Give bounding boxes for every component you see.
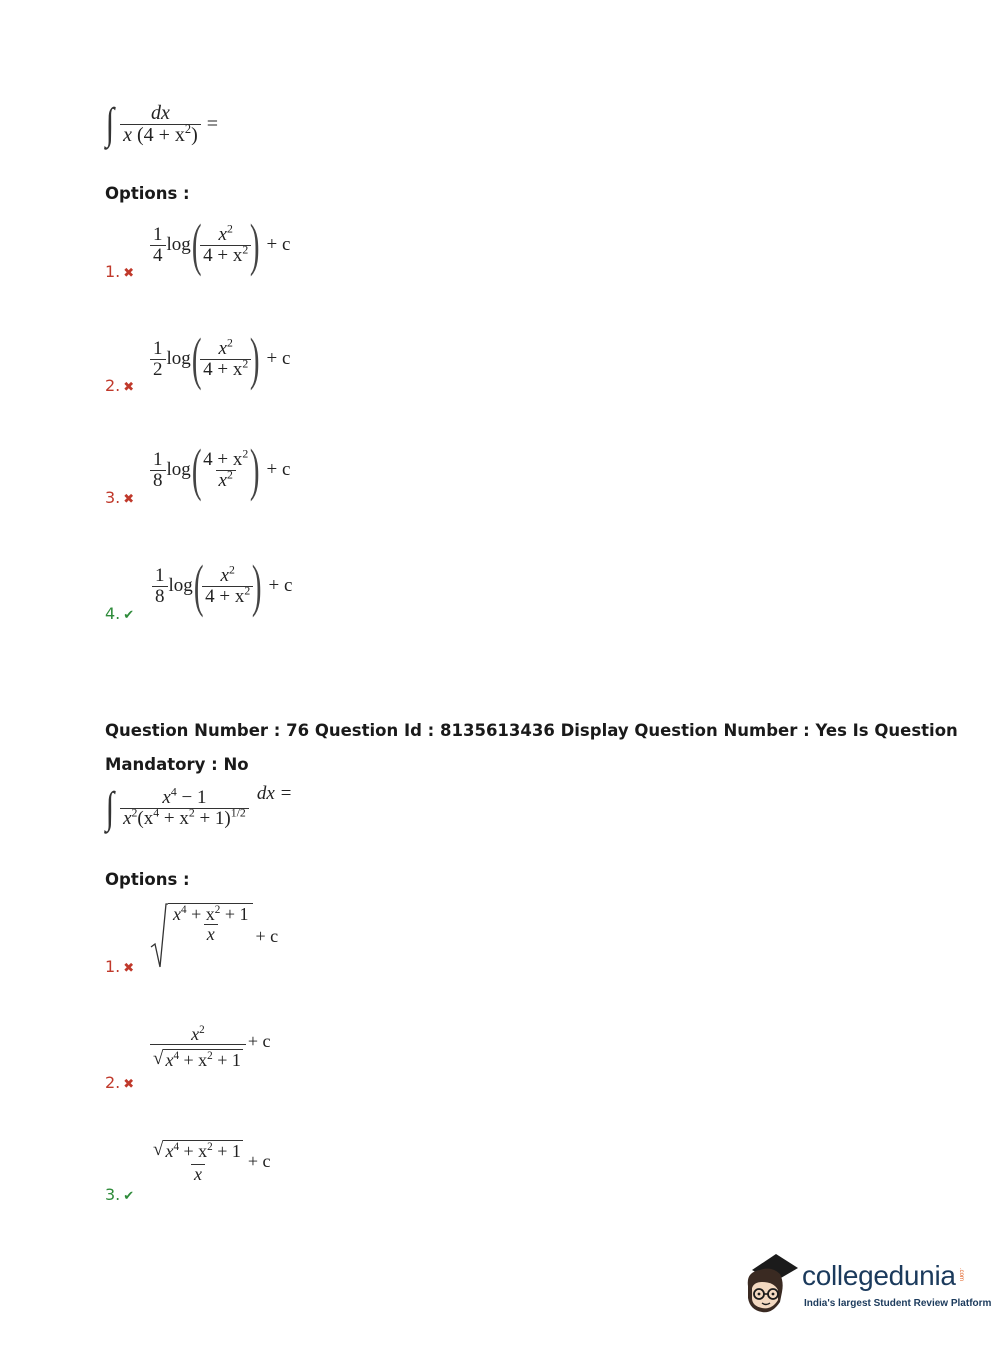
cross-icon: ✖ bbox=[123, 492, 135, 507]
q75-option-3-expr: $\frac{1}{8}$ log ( $\frac{4 + x^2}{x^2}$ ) + c bbox=[150, 441, 290, 499]
collegedunia-logo[interactable] bbox=[742, 1252, 992, 1320]
brand-tagline: India's largest Student Review Platform bbox=[804, 1298, 992, 1309]
cross-icon: ✖ bbox=[123, 380, 135, 395]
q76-option-2[interactable]: 2. ✖ bbox=[105, 1073, 135, 1092]
q75-option-1[interactable]: 1. ✖ bbox=[105, 262, 135, 281]
cross-icon: ✖ bbox=[123, 1077, 135, 1092]
q76-meta-line-2: Mandatory : No bbox=[105, 755, 249, 774]
sqrt-sign bbox=[150, 903, 168, 969]
q76-option-2-expr: $x^2$ √ $x^4 + x^2 + 1$ + c bbox=[150, 1024, 271, 1070]
q76-integral: ∫ $\frac{x^4 - 1}{x^2(x^4 + x^2 + 1)^{1/2}}$ dx = bbox=[105, 783, 293, 832]
q76-option-3[interactable]: 3. ✔ bbox=[105, 1185, 135, 1204]
q75-options-label: Options : bbox=[105, 184, 190, 203]
q75-integral: ∫ $\frac{dx}{x (4 + x^2)}$ = bbox=[105, 99, 219, 148]
q75-option-4[interactable]: 4. ✔ bbox=[105, 604, 135, 623]
integral-sign: ∫ bbox=[105, 783, 115, 832]
q75-numerator: dx bbox=[150, 101, 170, 124]
q76-meta-line-1: Question Number : 76 Question Id : 8135613436 Display Question Number : Yes Is Question bbox=[105, 721, 958, 740]
brand-domain: .com bbox=[958, 1268, 964, 1282]
check-icon: ✔ bbox=[123, 608, 135, 623]
q76-option-1-expr: $\frac{x^4 + x^2 + 1}{x}$ + c bbox=[150, 903, 278, 974]
q76-option-3-expr: √ $x^4 + x^2 + 1$ x + c bbox=[153, 1139, 271, 1184]
q76-option-1[interactable]: 1. ✖ bbox=[105, 957, 135, 976]
q75-option-4-expr: $\frac{1}{8}$ log ( $\frac{x^2}{4 + x^2}$ ) + c bbox=[152, 557, 292, 615]
brand-name: collegedunia bbox=[802, 1260, 956, 1291]
q75-option-1-expr: $\frac{1}{4}$ log ( $\frac{x^2}{4 + x^2}$ ) + c bbox=[150, 216, 290, 274]
q75-option-3[interactable]: 3. ✖ bbox=[105, 488, 135, 507]
q75-option-2-expr: $\frac{1}{2}$ log ( $\frac{x^2}{4 + x^2}$ ) + c bbox=[150, 330, 290, 388]
q76-options-label: Options : bbox=[105, 870, 190, 889]
q75-option-2[interactable]: 2. ✖ bbox=[105, 376, 135, 395]
integral-sign: ∫ bbox=[105, 99, 115, 148]
cross-icon: ✖ bbox=[123, 266, 135, 281]
cross-icon: ✖ bbox=[123, 961, 135, 976]
mascot-icon bbox=[742, 1252, 802, 1320]
check-icon: ✔ bbox=[123, 1189, 135, 1204]
